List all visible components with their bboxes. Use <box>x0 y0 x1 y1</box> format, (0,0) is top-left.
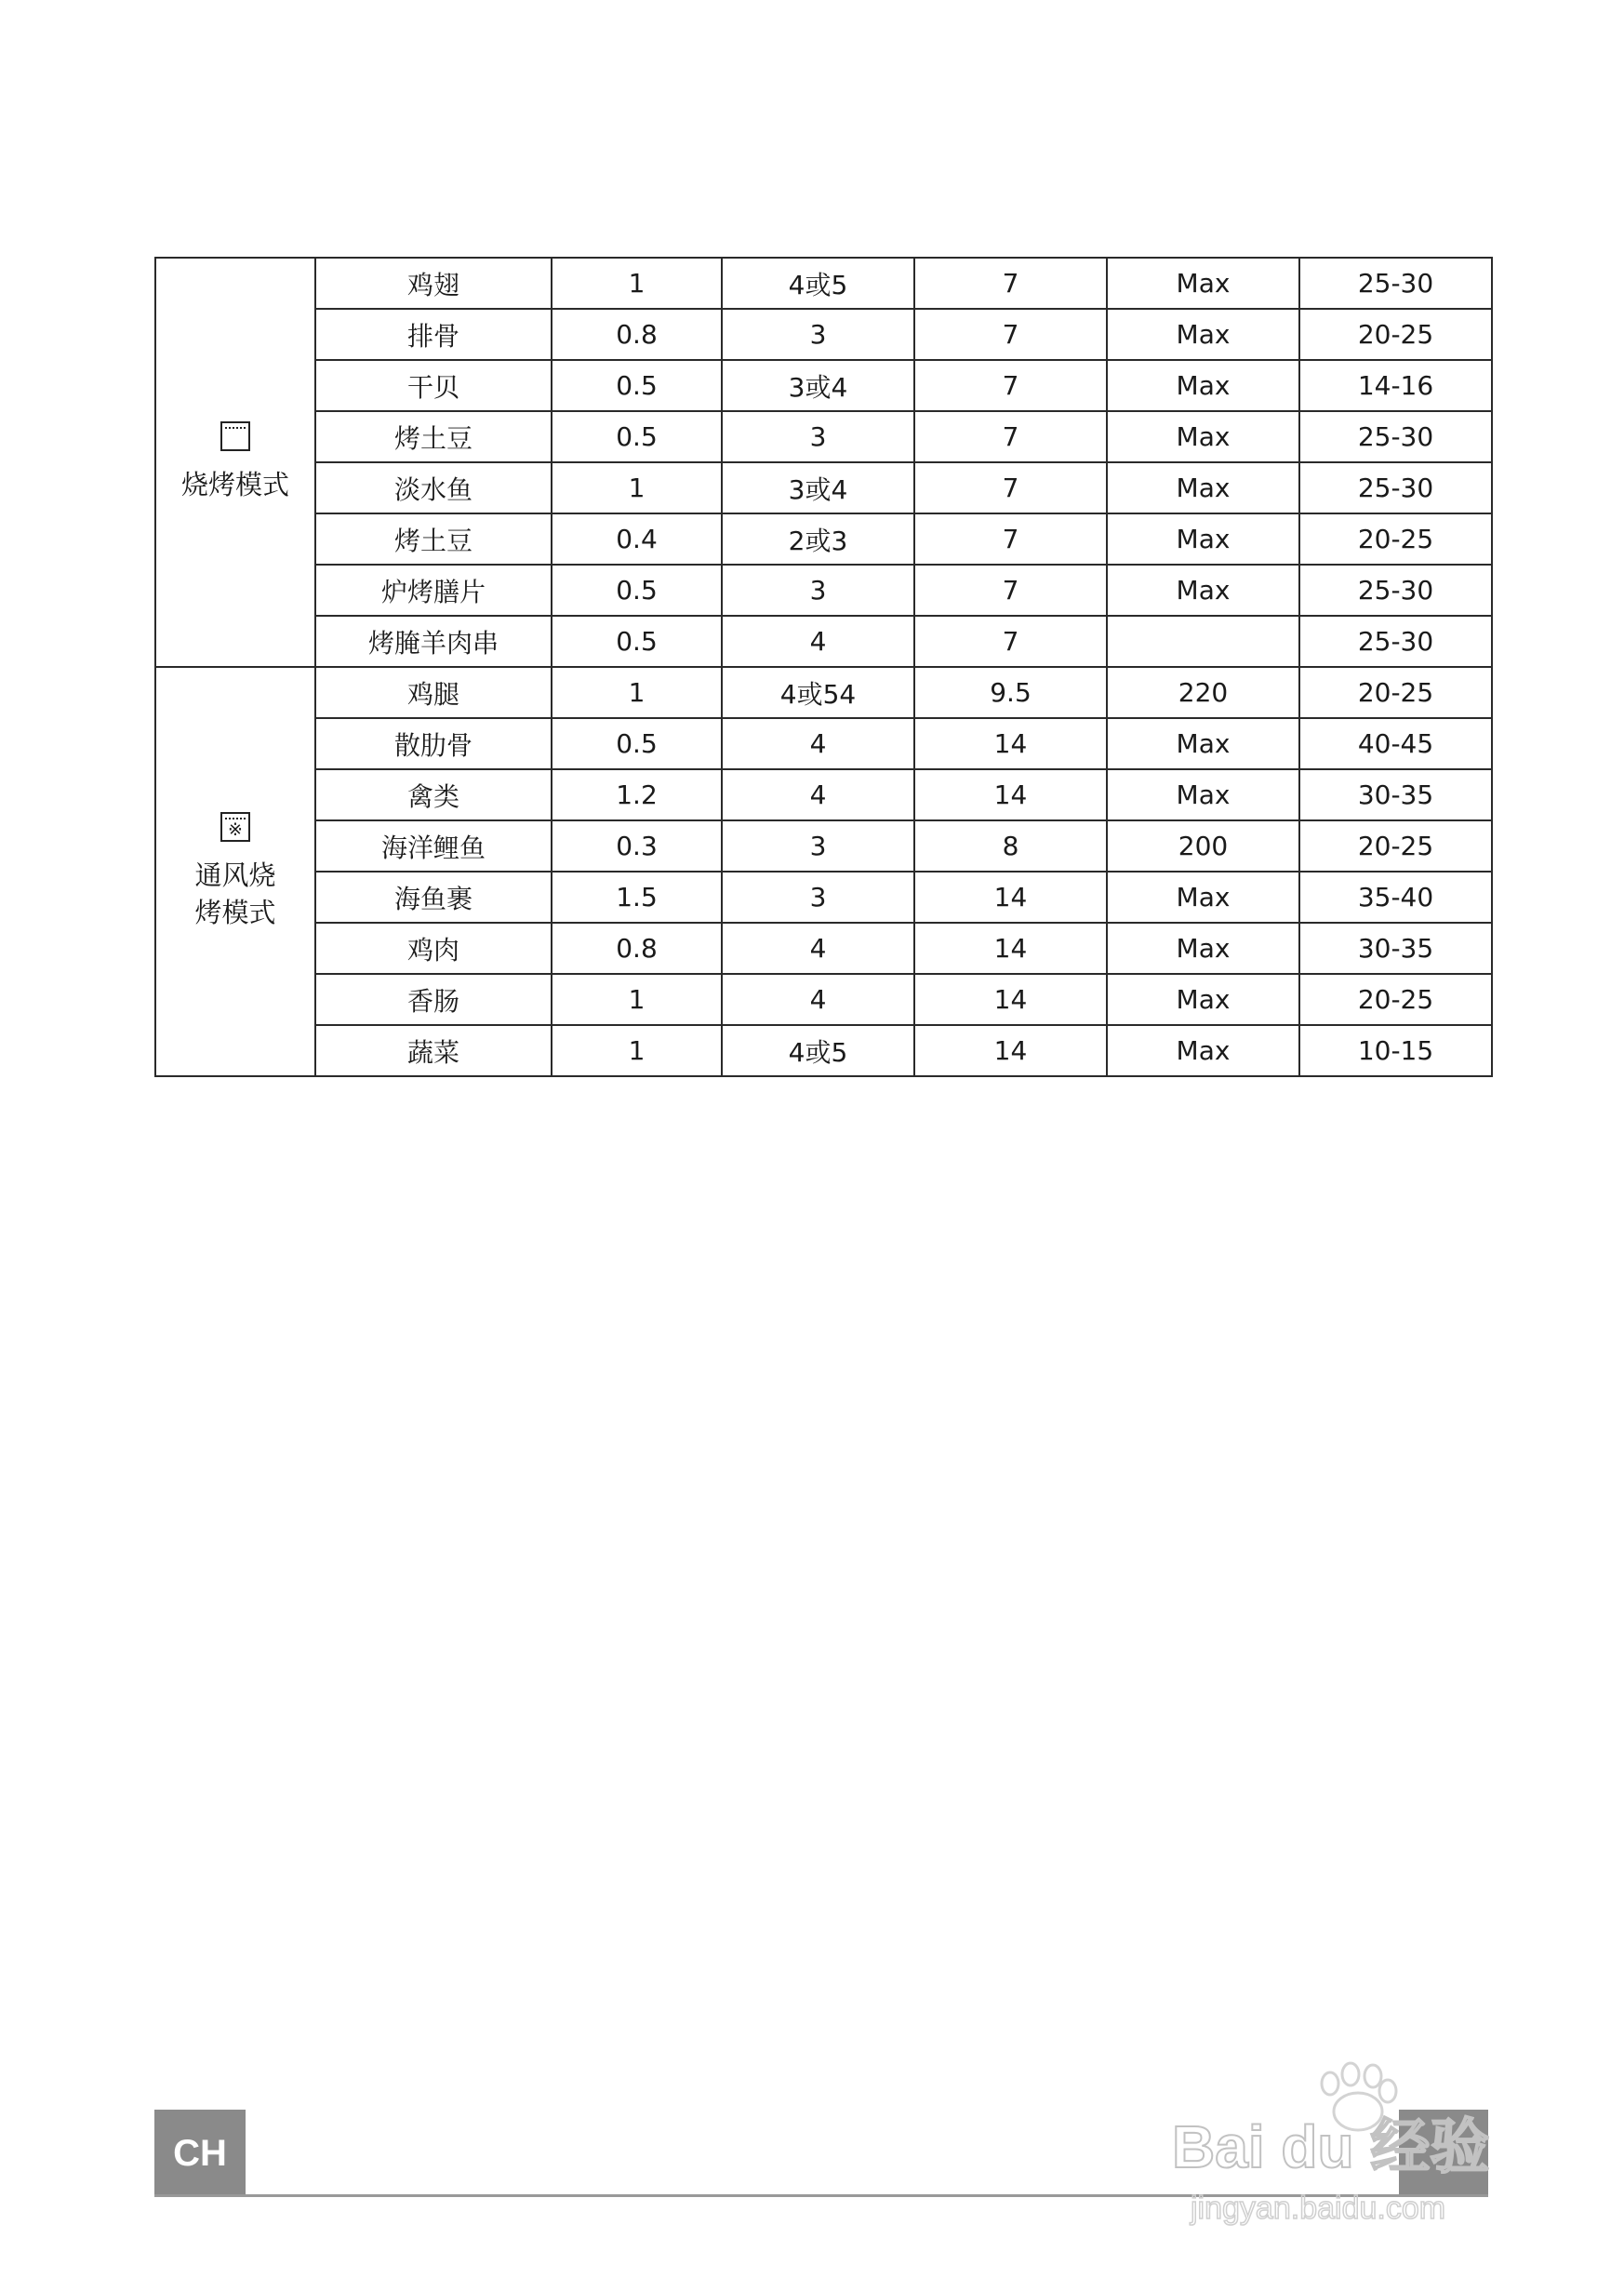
mode-label: 通风烧烤模式 <box>194 859 276 928</box>
value-cell: 220 <box>1107 667 1299 718</box>
food-cell: 鸡腿 <box>315 667 552 718</box>
value-cell: 14 <box>914 872 1107 923</box>
value-cell: 25-30 <box>1299 565 1492 616</box>
mode-cell <box>155 258 315 667</box>
value-cell: 1.2 <box>552 769 722 820</box>
food-cell: 烤腌羊肉串 <box>315 616 552 667</box>
table-row <box>155 616 1492 667</box>
table-row <box>155 667 1492 718</box>
value-cell: 25-30 <box>1299 411 1492 462</box>
watermark-brand: Bai du 经验 <box>1172 2113 1490 2180</box>
value-cell: 4 <box>722 718 914 769</box>
table-row <box>155 769 1492 820</box>
value-cell: 7 <box>914 258 1107 309</box>
value-cell: 25-30 <box>1299 616 1492 667</box>
table-row <box>155 462 1492 513</box>
value-cell: 40-45 <box>1299 718 1492 769</box>
value-cell: 7 <box>914 462 1107 513</box>
fan-grill-icon: ※ <box>220 812 250 842</box>
food-cell: 干贝 <box>315 360 552 411</box>
watermark-url: jingyan.baidu.com <box>1191 2191 1446 2226</box>
value-cell: 4 <box>722 616 914 667</box>
value-cell: 14 <box>914 974 1107 1025</box>
value-cell: Max <box>1107 974 1299 1025</box>
value-cell: 14-16 <box>1299 360 1492 411</box>
value-cell: 20-25 <box>1299 513 1492 565</box>
value-cell: Max <box>1107 565 1299 616</box>
value-cell: Max <box>1107 360 1299 411</box>
value-cell: 7 <box>914 309 1107 360</box>
value-cell: 0.3 <box>552 820 722 872</box>
table-row <box>155 411 1492 462</box>
value-cell: 14 <box>914 923 1107 974</box>
value-cell: 3或4 <box>722 360 914 411</box>
value-cell: Max <box>1107 769 1299 820</box>
value-cell: 30-35 <box>1299 769 1492 820</box>
value-cell: Max <box>1107 462 1299 513</box>
value-cell <box>1107 616 1299 667</box>
food-cell: 海洋鲤鱼 <box>315 820 552 872</box>
value-cell: 3 <box>722 309 914 360</box>
language-tab: CH <box>154 2110 246 2197</box>
value-cell: 20-25 <box>1299 974 1492 1025</box>
value-cell: 1.5 <box>552 872 722 923</box>
value-cell: 1 <box>552 667 722 718</box>
value-cell: 4 <box>722 974 914 1025</box>
value-cell: 30-35 <box>1299 923 1492 974</box>
food-cell: 散肋骨 <box>315 718 552 769</box>
value-cell: 3 <box>722 565 914 616</box>
table-row <box>155 309 1492 360</box>
value-cell: 4 <box>722 769 914 820</box>
value-cell: 0.5 <box>552 360 722 411</box>
value-cell: Max <box>1107 923 1299 974</box>
table-row <box>155 513 1492 565</box>
value-cell: 20-25 <box>1299 309 1492 360</box>
value-cell: 1 <box>552 1025 722 1076</box>
value-cell: 9.5 <box>914 667 1107 718</box>
value-cell: 25-30 <box>1299 462 1492 513</box>
value-cell: 3 <box>722 872 914 923</box>
grill-icon <box>220 421 250 451</box>
value-cell: 0.5 <box>552 565 722 616</box>
food-cell: 鸡翅 <box>315 258 552 309</box>
value-cell: Max <box>1107 411 1299 462</box>
baidu-watermark <box>1153 2046 1544 2232</box>
table-row <box>155 565 1492 616</box>
food-cell: 烤土豆 <box>315 513 552 565</box>
value-cell: 0.5 <box>552 411 722 462</box>
value-cell: Max <box>1107 872 1299 923</box>
cooking-table <box>154 257 1493 1077</box>
value-cell: 3 <box>722 411 914 462</box>
value-cell: 0.8 <box>552 309 722 360</box>
value-cell: 1 <box>552 974 722 1025</box>
value-cell: 4或5 <box>722 1025 914 1076</box>
value-cell: 1 <box>552 462 722 513</box>
mode-label: 烧烤模式 <box>180 469 289 500</box>
food-cell: 淡水鱼 <box>315 462 552 513</box>
value-cell: 7 <box>914 616 1107 667</box>
table-row <box>155 872 1492 923</box>
value-cell: 200 <box>1107 820 1299 872</box>
table-row <box>155 820 1492 872</box>
food-cell: 禽类 <box>315 769 552 820</box>
value-cell: 3或4 <box>722 462 914 513</box>
value-cell: 14 <box>914 769 1107 820</box>
value-cell: 4或54 <box>722 667 914 718</box>
value-cell: 7 <box>914 513 1107 565</box>
food-cell: 鸡肉 <box>315 923 552 974</box>
value-cell: 0.8 <box>552 923 722 974</box>
value-cell: 3 <box>722 820 914 872</box>
value-cell: Max <box>1107 718 1299 769</box>
value-cell: 7 <box>914 565 1107 616</box>
value-cell: 14 <box>914 1025 1107 1076</box>
table-row <box>155 258 1492 309</box>
food-cell: 香肠 <box>315 974 552 1025</box>
value-cell: 0.4 <box>552 513 722 565</box>
value-cell: 20-25 <box>1299 820 1492 872</box>
table-row <box>155 718 1492 769</box>
value-cell: 4 <box>722 923 914 974</box>
value-cell: 7 <box>914 360 1107 411</box>
food-cell: 烤土豆 <box>315 411 552 462</box>
table-row <box>155 360 1492 411</box>
mode-cell <box>155 667 315 1076</box>
food-cell: 炉烤膳片 <box>315 565 552 616</box>
value-cell: 14 <box>914 718 1107 769</box>
table-row <box>155 974 1492 1025</box>
value-cell: Max <box>1107 1025 1299 1076</box>
food-cell: 蔬菜 <box>315 1025 552 1076</box>
table-row <box>155 1025 1492 1076</box>
food-cell: 排骨 <box>315 309 552 360</box>
value-cell: 7 <box>914 411 1107 462</box>
value-cell: Max <box>1107 309 1299 360</box>
table-row <box>155 923 1492 974</box>
value-cell: 8 <box>914 820 1107 872</box>
value-cell: 0.5 <box>552 718 722 769</box>
value-cell: Max <box>1107 513 1299 565</box>
value-cell: Max <box>1107 258 1299 309</box>
value-cell: 25-30 <box>1299 258 1492 309</box>
value-cell: 35-40 <box>1299 872 1492 923</box>
value-cell: 1 <box>552 258 722 309</box>
value-cell: 0.5 <box>552 616 722 667</box>
value-cell: 20-25 <box>1299 667 1492 718</box>
value-cell: 2或3 <box>722 513 914 565</box>
food-cell: 海鱼裹 <box>315 872 552 923</box>
value-cell: 4或5 <box>722 258 914 309</box>
value-cell: 10-15 <box>1299 1025 1492 1076</box>
